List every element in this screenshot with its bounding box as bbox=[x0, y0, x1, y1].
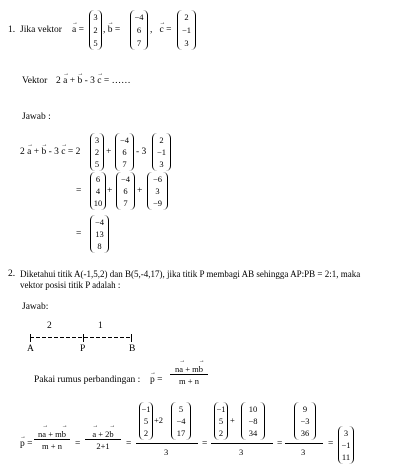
q1-vector-a bbox=[89, 10, 102, 50]
q2-text-line2: vektor posisi titik P adalah : bbox=[20, 280, 121, 290]
vec-cell: 10 bbox=[93, 198, 103, 208]
equals-sign: = bbox=[202, 439, 208, 449]
vec-cell: −9 bbox=[152, 198, 163, 208]
calc-numerator-2: → a + 2→ b bbox=[85, 429, 121, 439]
vec-cell: 6 bbox=[136, 25, 142, 35]
calc-fraction-1 bbox=[34, 429, 70, 451]
q1-a-label: → a = bbox=[72, 26, 84, 36]
vec-cell: 7 bbox=[122, 159, 127, 169]
denominator-three: 3 bbox=[301, 447, 306, 457]
vec-cell: 10 bbox=[248, 404, 258, 414]
vec-cell: 3 bbox=[94, 135, 100, 145]
denominator-three: 3 bbox=[164, 447, 169, 457]
vec-cell: 2 bbox=[143, 428, 149, 438]
vec-cell: 7 bbox=[123, 198, 128, 208]
q1-step1-mul: - 3 bbox=[136, 147, 147, 157]
vec-cell: 3 bbox=[159, 159, 164, 169]
vec-cell: 6 bbox=[122, 147, 127, 157]
formula-lhs: → p = bbox=[150, 376, 162, 386]
vec-cell: 5 bbox=[93, 38, 98, 48]
col-2b bbox=[241, 402, 265, 440]
p-result bbox=[338, 426, 354, 464]
col-a bbox=[214, 402, 228, 440]
calc-denominator-1: m + n bbox=[34, 439, 70, 451]
calc-fraction-5 bbox=[285, 400, 325, 462]
calc-fraction-4 bbox=[211, 400, 275, 462]
plus-sign: + bbox=[107, 186, 113, 196]
q1-c-label: , → c = bbox=[150, 26, 171, 36]
col-sum bbox=[294, 402, 316, 440]
q1-step1-lhs: 2 → a + → b - 3 → c = 2 bbox=[20, 148, 80, 158]
q2-text-line1: Diketahui titik A(-1,5,2) dan B(5,-4,17), jika titik P membagi AB sehingga AP:PB = 2:1, maka bbox=[20, 269, 361, 279]
segment-ab bbox=[30, 334, 132, 342]
vec-cell: 7 bbox=[136, 38, 142, 48]
q1-step1-c bbox=[152, 133, 171, 171]
q1-step2-a bbox=[90, 172, 106, 210]
tick-a bbox=[30, 334, 31, 342]
vec-cell: 2 bbox=[218, 428, 224, 438]
plus-sign: + bbox=[106, 147, 112, 157]
point-b-label: B bbox=[129, 344, 136, 354]
vec-cell: 2 bbox=[93, 25, 98, 35]
vec-cell: 3 bbox=[184, 38, 189, 48]
formula-numerator: n→ a + m→ b bbox=[170, 364, 208, 374]
vec-cell: −4 bbox=[120, 174, 131, 184]
vec-cell: −4 bbox=[94, 217, 105, 227]
vec-cell: 11 bbox=[341, 452, 351, 462]
q1-step1-a bbox=[90, 133, 104, 171]
q1-step1-b bbox=[115, 133, 134, 171]
calc-fraction-2 bbox=[85, 429, 121, 451]
vec-cell: 13 bbox=[95, 229, 104, 239]
vec-cell: 2 bbox=[94, 147, 100, 157]
formula-label: Pakai rumus perbandingan : bbox=[34, 375, 141, 385]
vec-cell: −3 bbox=[300, 416, 310, 426]
calc-lhs: → p = bbox=[20, 440, 32, 450]
fraction-bar bbox=[136, 443, 198, 444]
q1-intro: Jika vektor bbox=[20, 25, 62, 35]
q1-ask-prefix: Vektor bbox=[22, 76, 48, 86]
q2-number: 2. bbox=[8, 269, 16, 279]
vec-cell: 36 bbox=[300, 428, 310, 438]
vec-cell: 4 bbox=[95, 186, 101, 196]
q1-result bbox=[90, 215, 109, 253]
tick-p bbox=[83, 334, 84, 342]
vec-cell: 3 bbox=[343, 428, 349, 438]
col-a bbox=[139, 402, 153, 440]
calc-fraction-3 bbox=[136, 400, 200, 462]
vec-cell: 5 bbox=[143, 416, 149, 426]
vec-cell: −1 bbox=[216, 404, 226, 414]
q2-jawab: Jawab: bbox=[22, 302, 49, 312]
vec-cell: 5 bbox=[218, 416, 224, 426]
vec-cell: −1 bbox=[341, 440, 351, 450]
calc-denominator-2: 2+1 bbox=[85, 439, 121, 451]
formula-fraction bbox=[170, 364, 208, 386]
fraction-bar bbox=[285, 443, 323, 444]
vec-cell: −1 bbox=[181, 25, 192, 35]
vec-cell: 5 bbox=[94, 159, 100, 169]
vec-cell: −8 bbox=[248, 416, 258, 426]
vec-cell: 34 bbox=[248, 428, 258, 438]
q1-jawab: Jawab : bbox=[22, 112, 51, 122]
vec-cell: 3 bbox=[155, 186, 160, 196]
vec-cell: 6 bbox=[95, 174, 101, 184]
vec-cell: 2 bbox=[184, 12, 189, 22]
fraction-bar bbox=[211, 443, 273, 444]
denominator-three: 3 bbox=[239, 447, 244, 457]
equals-sign: = bbox=[328, 439, 334, 449]
vec-cell: 17 bbox=[176, 428, 186, 438]
formula-denominator: m + n bbox=[170, 374, 208, 386]
q1-step2-b bbox=[116, 172, 135, 210]
vec-cell: 6 bbox=[123, 186, 128, 196]
equals-sign: = bbox=[277, 439, 283, 449]
ratio-right-label: 1 bbox=[98, 321, 103, 331]
q1-vector-b bbox=[130, 10, 148, 50]
equals-sign: = bbox=[75, 439, 81, 449]
plus-sign: + bbox=[137, 186, 143, 196]
equals-sign: = bbox=[76, 229, 82, 239]
q1-vector-c bbox=[177, 10, 196, 50]
vec-cell: 3 bbox=[93, 12, 98, 22]
vec-cell: 2 bbox=[159, 135, 164, 145]
point-p-label: P bbox=[80, 344, 86, 354]
plus-two: +2 bbox=[154, 415, 164, 425]
calc-numerator-1: n→ a + m→ b bbox=[34, 429, 70, 439]
q1-b-label: , → b = bbox=[103, 26, 120, 36]
q1-step2-c bbox=[147, 172, 168, 210]
vec-cell: −4 bbox=[176, 416, 186, 426]
vec-cell: 9 bbox=[302, 404, 308, 414]
q1-number: 1. bbox=[8, 25, 16, 35]
equals-sign: = bbox=[126, 439, 132, 449]
vec-cell: 8 bbox=[97, 241, 102, 251]
vec-cell: −4 bbox=[119, 135, 130, 145]
col-b bbox=[171, 402, 191, 440]
vec-cell: −1 bbox=[141, 404, 151, 414]
vec-cell: −6 bbox=[152, 174, 163, 184]
coefficient-two: 2 bbox=[158, 415, 164, 425]
vec-cell: −4 bbox=[134, 12, 144, 22]
plus-sign: + bbox=[230, 415, 235, 425]
vec-cell: 5 bbox=[178, 404, 184, 414]
vec-cell: −1 bbox=[156, 147, 167, 157]
q1-ask-expr: 2 → a + → b - 3 → c = …… bbox=[56, 77, 131, 87]
ratio-left-label: 2 bbox=[47, 321, 52, 331]
tick-b bbox=[131, 334, 132, 342]
equals-sign: = bbox=[76, 186, 82, 196]
point-a-label: A bbox=[27, 344, 34, 354]
